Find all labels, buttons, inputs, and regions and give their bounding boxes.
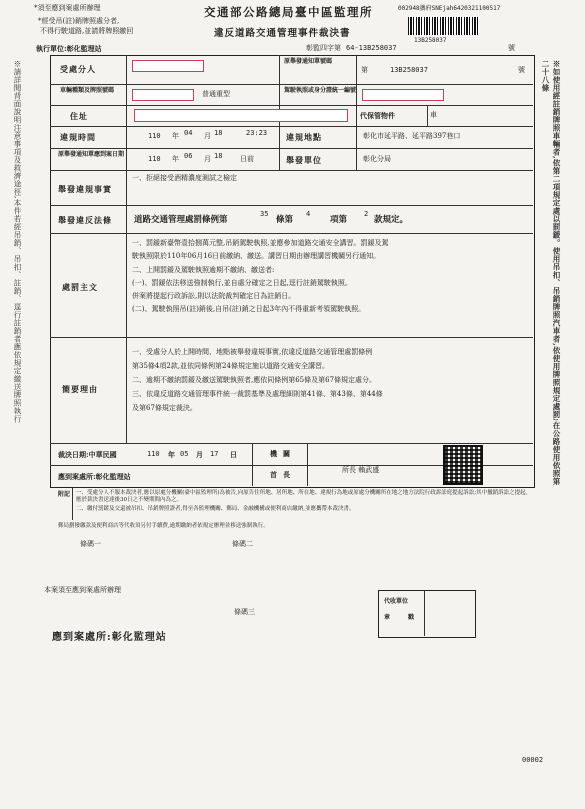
header-barcode — [408, 17, 480, 35]
decision-date-label: 裁決日期:中華民國 — [58, 450, 117, 459]
deadline-year: 110 — [148, 155, 161, 163]
law-item: 2 — [364, 210, 369, 218]
page-number: 00002 — [522, 756, 544, 764]
barcode-3-label: 條碼三 — [234, 608, 255, 616]
decision-day: 17 — [210, 450, 219, 458]
fact-label: 舉發違規事實 — [58, 184, 112, 194]
license-redacted — [362, 89, 444, 101]
location-value: 彰化市延平路、延平路397巷口 — [363, 132, 461, 140]
stamp-label-3: 戳 — [408, 614, 415, 621]
reason-line-2: 第35條4項2款,並依同條例第24條規定施以道路交通安全講習。 — [132, 362, 329, 370]
notes-line-2: 二、繳付罰鍰及交還被吊扣、吊銷牌照證者,得至各監理機關、郵局、金融機構或便利商店繳納,並應攜帶本裁決書。 — [76, 506, 355, 512]
right-vertical-notice: ※如使用經註銷牌照車輛者,依第二項規定處以罰鍰。使用吊扣、吊銷牌照汽車者,依使用牌照規定處罰;在公路使用依照第二十八條 — [541, 60, 561, 486]
reason-line-5: 及第67條規定裁決。 — [132, 404, 197, 412]
original-ticket-number: 13B258037 — [390, 66, 428, 74]
deadline-day: 18 — [214, 152, 223, 160]
unit-value: 彰化分局 — [363, 155, 391, 163]
unit-label: 舉發單位 — [286, 155, 322, 165]
decision-month: 05 — [180, 450, 189, 458]
time-label: 違規時間 — [60, 132, 96, 142]
original-ticket-suffix: 號 — [518, 66, 525, 74]
law-clause-word: 項第 — [330, 215, 348, 225]
reason-label: 簡要理由 — [62, 384, 98, 394]
vehicle-type: 普通重型 — [202, 90, 230, 98]
official-seal-code — [443, 445, 483, 485]
head-name: 所長 賴武盛 — [342, 466, 380, 474]
vehicle-label: 車輛種類及牌照號碼 — [60, 87, 115, 94]
penalty-line-4: (一)、罰鍰依法移送強制執行,並自處分確定之日起,逕行註銷駕駛執照。 — [132, 279, 352, 287]
penalty-label: 處罰主文 — [62, 282, 98, 292]
time-day: 18 — [214, 129, 223, 137]
law-label: 舉發違反法條 — [58, 215, 112, 225]
law-value: 道路交通管理處罰條例第 — [134, 215, 228, 225]
address-label: 住址 — [70, 111, 88, 121]
org-label: 機關 — [270, 449, 296, 458]
reason-line-1: 一、受處分人於上開時間、地點被舉發違規事實,依違反道路交通管理處罰條例 — [132, 348, 373, 356]
notes-line-1: 一、受處分人不服本裁決者,應以原處分機關(臺中區監理所)為被告,向原告住所地、居所地、所在地、違規行為地或原處分機關所在地之地方法院行政訴訟庭提起訴訟;其中撤銷訴訟之提起,應於裁決書送達後30日之不變期間內為之。 — [76, 490, 528, 503]
office-label: 應到案處所:彰化監理站 — [58, 472, 131, 481]
fact-value: 一、拒絕接受酒精濃度測試之檢定 — [132, 174, 237, 182]
penalty-line-5: 併案將提起行政訴訟,則以法院裁判確定日為註銷日。 — [132, 292, 296, 300]
head-label: 首長 — [270, 470, 296, 479]
law-article: 35 — [260, 210, 269, 218]
time-month: 04 — [184, 129, 193, 137]
header-barcode-text: 13B258037 — [414, 37, 447, 44]
time-clock: 23:23 — [246, 129, 268, 137]
footer-office: 應到案處所:彰化監理站 — [52, 632, 167, 643]
notes-label: 附記 — [58, 491, 71, 498]
fee-line: 郵局劃撥繳款及便利商店等代收須另付手續費,逾期繳納者依規定辦理並移送強制執行。 — [58, 523, 269, 529]
stamp-label-1: 代收單位 — [384, 598, 409, 605]
penalty-line-3: 二、上開罰鍰及駕駛執照逾期不繳納、繳送者: — [132, 266, 275, 274]
deadline-label: 原舉發通知單應到案日期 — [58, 151, 125, 158]
doc-no-suffix: 號 — [508, 44, 515, 52]
original-ticket-prefix: 第 — [361, 66, 368, 74]
recipient-redacted — [132, 60, 204, 72]
barcode-2-label: 條碼二 — [232, 540, 253, 548]
law-clause: 4 — [306, 210, 311, 218]
reason-line-4: 三、依違反道路交通管理事件統一裁罰基準及處理細則第41條、第43條、第44條 — [132, 390, 383, 398]
law-item-word: 款規定。 — [374, 215, 409, 225]
barcode-1-label: 條碼一 — [80, 540, 101, 548]
header-note-1: *須至應到案處所辦理 — [34, 4, 101, 12]
law-article-word: 條第 — [276, 215, 294, 225]
original-ticket-label: 原舉發通知單號碼 — [284, 58, 333, 65]
agency-title: 交通部公路總局臺中區監理所 — [204, 5, 373, 19]
time-year: 110 — [148, 132, 161, 140]
print-code: 002948攜府SNEjah6420321100517 — [398, 5, 501, 12]
penalty-line-2: 駛執照限於110年06月16日前繳納、繳送。講習日期由辦理講習機關另行通知。 — [132, 252, 381, 260]
header-note-2: *經受吊(註)銷牌照處分者, — [38, 17, 120, 25]
recipient-label: 受處分人 — [60, 64, 96, 74]
reason-line-3: 二、逾期不繳納罰鍰及繳送駕駛執照者,應依同條例第65條及第67條規定處分。 — [132, 376, 377, 384]
executing-agency: 執行單位:彰化監理站 — [36, 44, 102, 53]
address-redacted — [134, 109, 348, 122]
deadline-suffix: 日前 — [240, 155, 254, 163]
deadline-month: 06 — [184, 152, 193, 160]
document-title: 違反道路交通管理事件裁決書 — [214, 28, 351, 39]
penalty-line-6: (二)、駕駛執照吊(註)銷後,自吊(註)銷之日起3年內不得重新考領駕駛執照。 — [132, 305, 366, 313]
header-note-3: 不得行駛道路,並請將牌照繳回 — [40, 27, 134, 35]
decision-year: 110 — [147, 450, 160, 458]
custodian-value: 車 — [430, 111, 437, 119]
penalty-line-1: 一、罰鍰新臺幣壹拾捌萬元整,吊銷駕駛執照,並應參加道路交通安全講習。罰鍰及駕 — [132, 239, 389, 247]
custodian-label: 代保管物件 — [360, 111, 395, 120]
left-vertical-notice: ※請詳閱背面說明注意事項及救濟途徑,本件若經吊銷、吊扣、註銷、逕行註銷者應依規定繳送牌照執行 — [13, 60, 22, 423]
plate-redacted — [132, 89, 194, 101]
document-number: 64-13B258037 — [346, 44, 397, 52]
stamp-label-2: 章 — [384, 614, 391, 621]
license-label: 駕駛執照或身分證統一編號 — [284, 87, 357, 94]
doc-no-prefix: 彰監四字第 — [306, 44, 341, 52]
location-label: 違規地點 — [286, 132, 322, 142]
footer-note: 本案須至應到案處所辦理 — [44, 586, 121, 594]
